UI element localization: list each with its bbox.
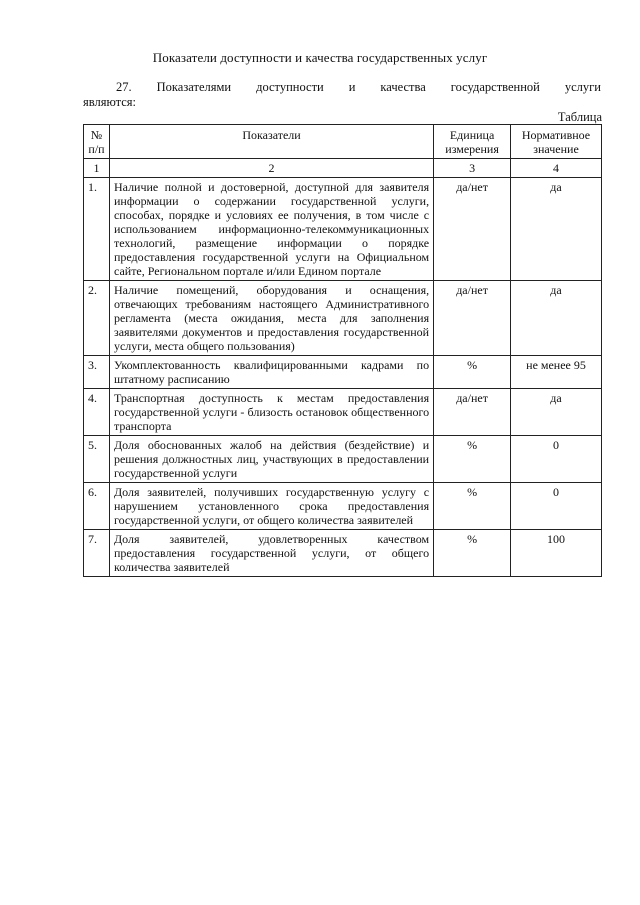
- column-index-cell: 2: [109, 159, 433, 178]
- row-unit: %: [434, 483, 511, 530]
- row-number: 7.: [84, 530, 110, 577]
- row-unit: %: [434, 436, 511, 483]
- row-number: 2.: [84, 281, 110, 356]
- row-norm: да: [511, 178, 602, 281]
- table-row: [84, 178, 602, 281]
- row-indicator: Наличие помещений, оборудования и оснащения, отвечающих требованиям настоящего Административного регламента (места ожидания, места для заполнения заявителями документов и предоставления государственной услуги, места общего пользования): [109, 281, 433, 356]
- row-indicator: Наличие полной и достоверной, доступной для заявителя информации о содержании государственной услуги, способах, порядке и условиях ее получения, в том числе с использованием информационно-телекоммуникационных технологий, размещение информации о порядке предоставления государственной услуги на Официальном сайте, Региональном портале и/или Едином портале: [109, 178, 433, 281]
- table-row: [84, 389, 602, 436]
- table-row: [84, 483, 602, 530]
- header-num: № п/п: [84, 125, 110, 159]
- paragraph-number: 27.: [116, 80, 132, 94]
- intro-word: услуги: [564, 80, 601, 94]
- row-number: 6.: [84, 483, 110, 530]
- row-norm: не менее 95: [511, 356, 602, 389]
- header-norm: Нормативное значение: [511, 125, 602, 159]
- row-norm: 0: [511, 483, 602, 530]
- intro-word: государственной: [450, 80, 540, 94]
- document-heading: Показатели доступности и качества государственных услуг: [152, 50, 488, 65]
- row-indicator: Доля заявителей, получивших государственную услугу с нарушением установленного срока предоставления государственной услуги, от общего количества заявителей: [109, 483, 433, 530]
- table-row: [84, 436, 602, 483]
- table-header-row: [84, 125, 602, 159]
- row-indicator: Транспортная доступность к местам предоставления государственной услуги - близость остановок общественного транспорта: [109, 389, 433, 436]
- column-index-cell: 3: [434, 159, 511, 178]
- table-row: [84, 530, 602, 577]
- row-unit: да/нет: [434, 281, 511, 356]
- row-unit: %: [434, 530, 511, 577]
- row-norm: да: [511, 389, 602, 436]
- row-norm: 100: [511, 530, 602, 577]
- intro-paragraph: [83, 80, 601, 110]
- row-number: 4.: [84, 389, 110, 436]
- column-index-cell: 4: [511, 159, 602, 178]
- table-caption: Таблица: [557, 110, 602, 124]
- row-indicator: Доля обоснованных жалоб на действия (бездействие) и решения должностных лиц, участвующих в предоставлении государственной услуги: [109, 436, 433, 483]
- column-index-row: [84, 159, 602, 178]
- header-name: Показатели: [109, 125, 433, 159]
- row-unit: %: [434, 356, 511, 389]
- intro-continuation: являются:: [83, 95, 137, 109]
- row-number: 5.: [84, 436, 110, 483]
- intro-word: Показателями: [156, 80, 232, 94]
- row-indicator: Укомплектованность квалифицированными кадрами по штатному расписанию: [109, 356, 433, 389]
- intro-word: и: [348, 80, 356, 94]
- row-unit: да/нет: [434, 389, 511, 436]
- row-norm: 0: [511, 436, 602, 483]
- intro-line: [83, 80, 601, 95]
- intro-word: качества: [380, 80, 426, 94]
- row-indicator: Доля заявителей, удовлетворенных качеством предоставления государственной услуги, от общего количества заявителей: [109, 530, 433, 577]
- table-row: [84, 356, 602, 389]
- row-number: 1.: [84, 178, 110, 281]
- row-norm: да: [511, 281, 602, 356]
- indicators-table: [83, 124, 602, 577]
- header-unit: Единица измерения: [434, 125, 511, 159]
- table-row: [84, 281, 602, 356]
- row-unit: да/нет: [434, 178, 511, 281]
- intro-word: доступности: [256, 80, 324, 94]
- row-number: 3.: [84, 356, 110, 389]
- column-index-cell: 1: [84, 159, 110, 178]
